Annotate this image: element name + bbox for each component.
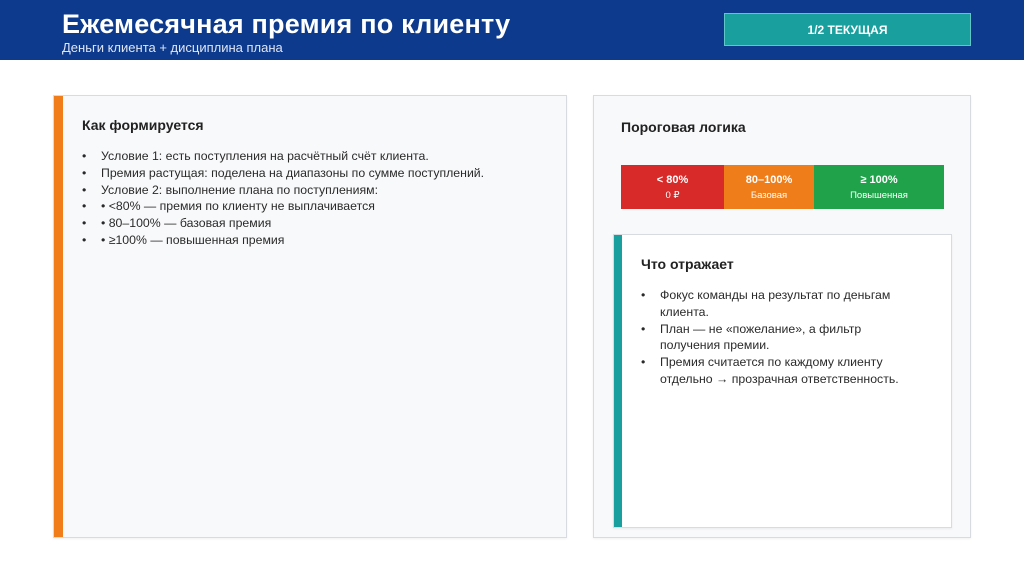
reflects-card-bullets (641, 287, 921, 388)
list-item: • • ≥100% — повышенная премия (82, 232, 542, 249)
left-card-accent (54, 96, 63, 537)
reflects-card (613, 234, 952, 528)
threshold-label: < 80% (656, 173, 689, 186)
list-item: • Премия растущая: поделена на диапазоны по сумме поступлений. (82, 165, 542, 182)
list-item: • Условие 2: выполнение плана по поступлениям: (82, 182, 542, 199)
right-card-title: Пороговая логика (621, 119, 746, 135)
threshold-segment-below-80 (621, 165, 724, 209)
right-card (593, 95, 971, 538)
list-item: • • 80–100% — базовая премия (82, 215, 542, 232)
list-item: • План — не «пожелание», а фильтр получения премии. (641, 321, 921, 355)
threshold-bar (621, 165, 944, 209)
threshold-sublabel: Базовая (750, 189, 788, 201)
list-item: • • <80% — премия по клиенту не выплачивается (82, 198, 542, 215)
reflects-card-accent (614, 235, 622, 527)
header-bar (0, 0, 1024, 60)
slide-status-badge: 1/2 ТЕКУЩАЯ (724, 13, 971, 46)
threshold-segment-above-100 (814, 165, 944, 209)
threshold-label: 80–100% (745, 173, 793, 186)
reflects-card-title: Что отражает (641, 256, 734, 272)
threshold-sublabel: 0 ₽ (665, 189, 680, 201)
list-item: • Условие 1: есть поступления на расчётный счёт клиента. (82, 148, 542, 165)
list-item: • Премия считается по каждому клиенту отдельно → прозрачная ответственность. (641, 354, 921, 388)
threshold-label: ≥ 100% (860, 173, 898, 186)
page-subtitle: Деньги клиента + дисциплина плана (62, 40, 283, 55)
list-item: • Фокус команды на результат по деньгам клиента. (641, 287, 921, 321)
threshold-sublabel: Повышенная (850, 189, 908, 201)
threshold-segment-80-100 (724, 165, 814, 209)
left-card (53, 95, 567, 538)
left-card-bullets (82, 148, 542, 249)
page-title: Ежемесячная премия по клиенту (62, 9, 511, 39)
left-card-title: Как формируется (82, 117, 204, 133)
